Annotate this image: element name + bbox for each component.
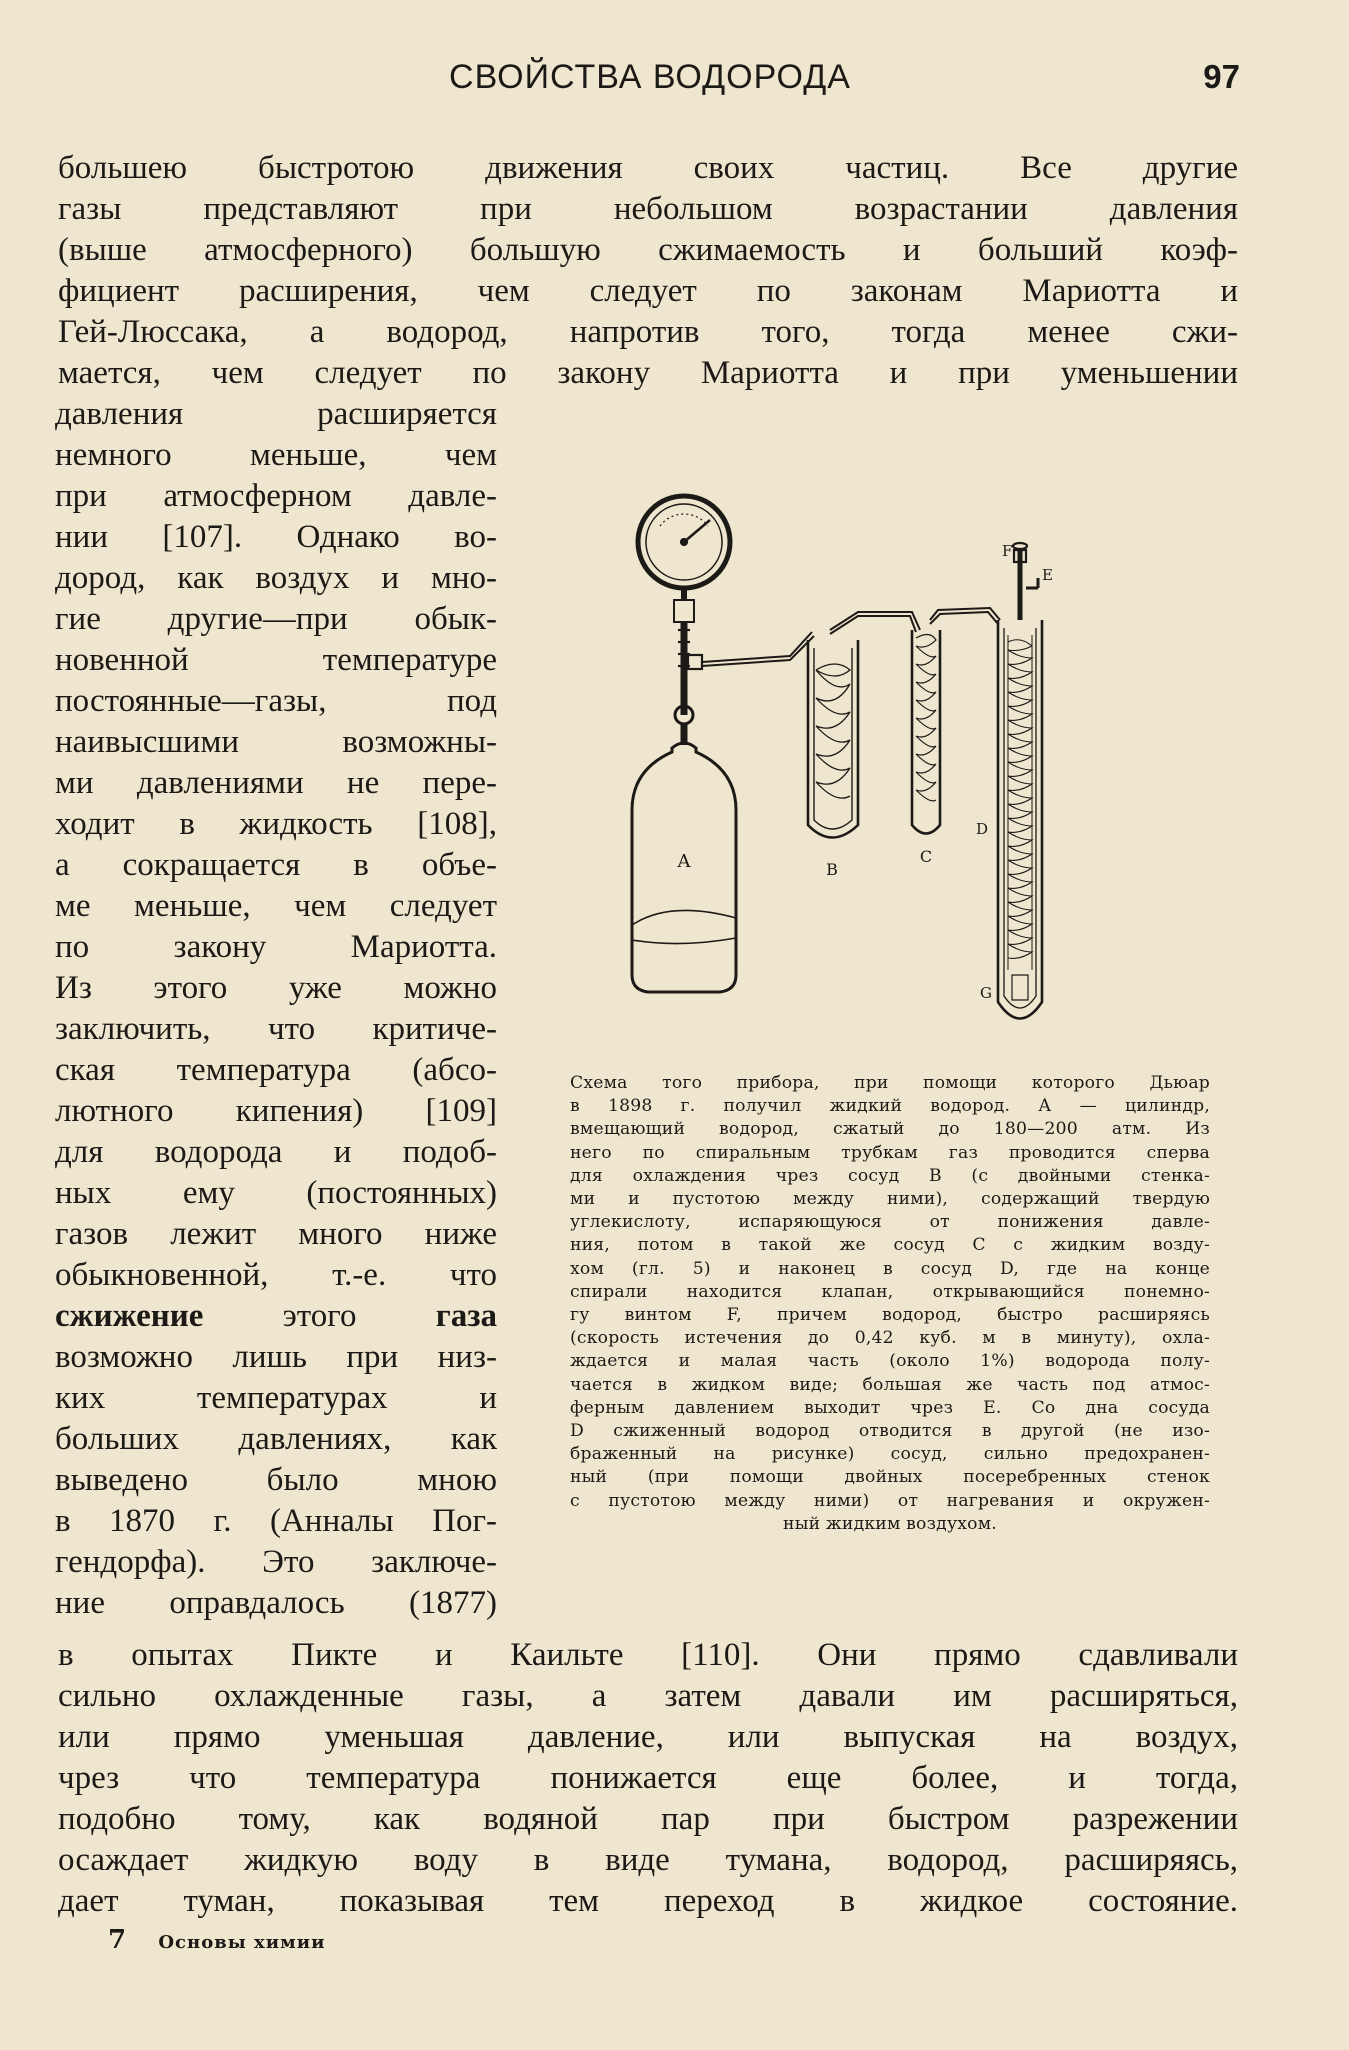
- hydrogen-cylinder-a: [632, 743, 736, 992]
- signature-number: 7: [108, 1925, 128, 1955]
- caption-line: ния, потом в такой же сосуд С с жидким возду-: [570, 1235, 1210, 1256]
- text-line: Из этого уже можно: [55, 970, 497, 1006]
- caption-line: вмещающий водород, сжатый до 180—200 атм. Из: [570, 1119, 1210, 1140]
- book-title: Основы химии: [158, 1932, 326, 1953]
- text-line: немного меньше, чем: [55, 437, 497, 473]
- text-line: гендорфа). Это заключе-: [55, 1544, 497, 1580]
- text-line: при атмосферном давле-: [55, 478, 497, 514]
- label-a: A: [677, 851, 691, 872]
- text-line: газов лежит много ниже: [55, 1216, 497, 1252]
- text-word: этого: [282, 1298, 357, 1334]
- running-header: [60, 58, 1240, 108]
- text-line: гие другие—при обык-: [55, 601, 497, 637]
- caption-line: него по спиральным трубкам газ проводится сперва: [570, 1142, 1210, 1163]
- caption-line: браженный на рисунке) сосуд, сильно предохранен-: [570, 1444, 1210, 1465]
- label-f: F: [1002, 542, 1013, 560]
- text-line: новенной температуре: [55, 642, 497, 678]
- text-line: газы представляют при небольшом возрастании давления: [58, 191, 1238, 227]
- caption-line: хом (гл. 5) и наконец в сосуд D, где на конце: [570, 1258, 1210, 1279]
- text-line: подобно тому, как водяной пар при быстром разрежении: [58, 1801, 1238, 1837]
- text-line: фициент расширения, чем следует по законам Мариотта и: [58, 273, 1238, 309]
- page-title: СВОЙСТВА ВОДОРОДА: [449, 58, 851, 96]
- caption-line: D сжиженный водород отводится в другой (не изо-: [570, 1421, 1210, 1442]
- text-line: ние оправдалось (1877): [55, 1585, 497, 1621]
- label-e: E: [1042, 566, 1053, 584]
- bold-term: газа: [435, 1298, 497, 1334]
- caption-line: гу винтом F, причем водород, быстро расширяясь: [570, 1305, 1210, 1326]
- text-line: заключить, что критиче-: [55, 1011, 497, 1047]
- text-line: осаждает жидкую воду в виде тумана, водород, расширяясь,: [58, 1842, 1238, 1878]
- text-line: давления расширяется: [55, 396, 497, 432]
- text-line: постоянные—газы, под: [55, 683, 497, 719]
- valve-icon: [674, 600, 702, 745]
- caption-line: ждается и малая часть (около 1%) водорода полу-: [570, 1351, 1210, 1372]
- caption-line: с пустотою между ними) от нагревания и окружен-: [570, 1490, 1210, 1511]
- text-line: по закону Мариотта.: [55, 929, 497, 965]
- label-g: G: [980, 984, 992, 1002]
- apparatus-illustration: [600, 470, 1160, 1050]
- text-line: (выше атмосферного) большую сжимаемость и больший коэф-: [58, 232, 1238, 268]
- page-number: 97: [1203, 58, 1240, 95]
- text-line: больших давлениях, как: [55, 1421, 497, 1457]
- figure-caption: [570, 1072, 1210, 1536]
- text-line: наивысшими возможны-: [55, 724, 497, 760]
- label-b: B: [826, 860, 838, 879]
- text-line: ме меньше, чем следует: [55, 888, 497, 924]
- text-line: а сокращается в объе-: [55, 847, 497, 883]
- text-line: дает туман, показывая тем переход в жидкое состояние.: [58, 1883, 1238, 1919]
- page-footer: [108, 1925, 325, 1955]
- text-line: обыкновенной, т.-е. что: [55, 1257, 497, 1293]
- caption-line: для охлаждения чрез сосуд В (с двойными стенка-: [570, 1165, 1210, 1186]
- caption-line: спирали находится клапан, открывающийся понемно-: [570, 1281, 1210, 1302]
- text-line: сильно охлажденные газы, а затем давали им расширяться,: [58, 1678, 1238, 1714]
- bold-term: сжижение: [55, 1298, 204, 1334]
- caption-line: ный (при помощи двойных посеребренных стенок: [570, 1467, 1210, 1488]
- text-line: ская температура (абсо-: [55, 1052, 497, 1088]
- caption-line: в 1898 г. получил жидкий водород. А — цилиндр,: [570, 1096, 1210, 1117]
- text-line: нии [107]. Однако во-: [55, 519, 497, 555]
- caption-line: ферным давлением выходит чрез Е. Со дна сосуда: [570, 1397, 1210, 1418]
- label-d: D: [976, 820, 989, 838]
- text-line: мается, чем следует по закону Мариотта и при уменьшении: [58, 355, 1238, 391]
- text-line-bold-terms: [55, 1296, 497, 1337]
- text-line: ми давлениями не пере-: [55, 765, 497, 801]
- pressure-gauge-icon: [638, 496, 730, 600]
- text-line: чрез что температура понижается еще более, и тогда,: [58, 1760, 1238, 1796]
- text-line: возможно лишь при низ-: [55, 1339, 497, 1375]
- text-line: дород, как воздух и мно-: [55, 560, 497, 596]
- text-line: для водорода и подоб-: [55, 1134, 497, 1170]
- text-line: ких температурах и: [55, 1380, 497, 1416]
- text-line: ходит в жидкость [108],: [55, 806, 497, 842]
- caption-line: ный жидким воздухом.: [783, 1513, 997, 1534]
- text-line: в 1870 г. (Анналы Пог-: [55, 1503, 497, 1539]
- text-line: ных ему (постоянных): [55, 1175, 497, 1211]
- text-line: выведено было мною: [55, 1462, 497, 1498]
- text-line: или прямо уменьшая давление, или выпуская на воздух,: [58, 1719, 1238, 1755]
- caption-line: углекислоту, испаряющуюся от понижения давле-: [570, 1212, 1210, 1233]
- vessel-d: [976, 542, 1053, 1019]
- spiral-pipes: [702, 608, 1000, 666]
- text-line: в опытах Пикте и Каильте [110]. Они прямо сдавливали: [58, 1637, 1238, 1673]
- caption-line: чается в жидком виде; большая же часть под атмос-: [570, 1374, 1210, 1395]
- vessel-b: [808, 640, 858, 879]
- text-line: большею быстротою движения своих частиц. Все другие: [58, 150, 1238, 186]
- vessel-c: [912, 630, 940, 866]
- caption-line: ми и пустотою между ними), содержащий твердую: [570, 1189, 1210, 1210]
- text-line: Гей-Люссака, а водород, напротив того, тогда менее сжи-: [58, 314, 1238, 350]
- caption-line: (скорость истечения до 0,42 куб. м в минуту), охла-: [570, 1328, 1210, 1349]
- label-c: C: [919, 847, 933, 866]
- text-line: лютного кипения) [109]: [55, 1093, 497, 1129]
- caption-line: Схема того прибора, при помощи которого Дьюар: [570, 1073, 1210, 1093]
